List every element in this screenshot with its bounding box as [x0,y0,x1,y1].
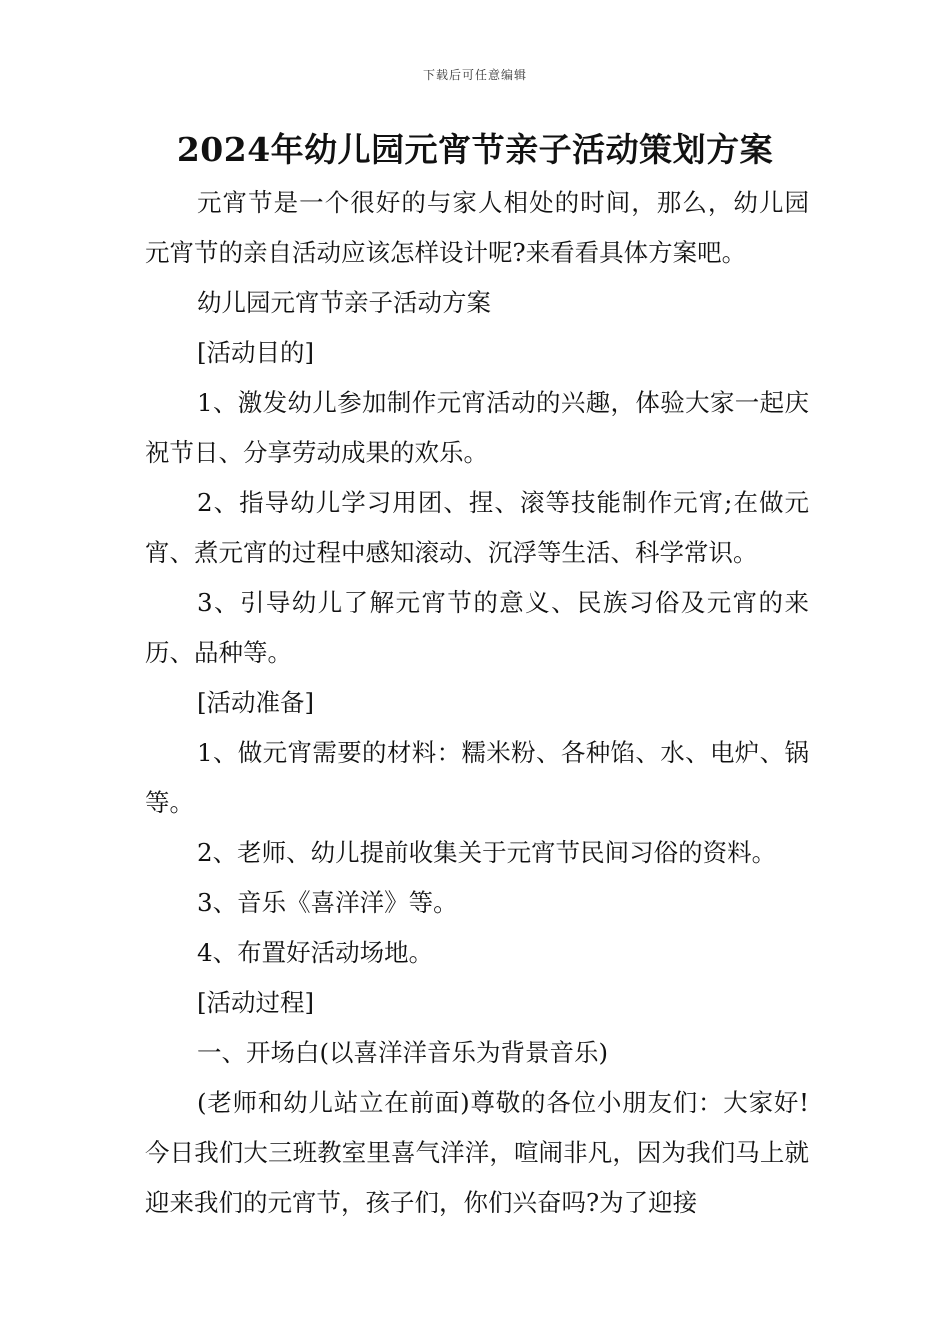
paragraph-process-2: (老师和幼儿站立在前面)尊敬的各位小朋友们：大家好!今日我们大三班教室里喜气洋洋，喧闹非凡，因为我们马上就迎来我们的元宵节，孩子们，你们兴奋吗?为了迎接 [145,1088,809,1217]
paragraph-prep-3: 3、音乐《喜洋洋》等。 [197,888,458,917]
paragraph-intro: 元宵节是一个很好的与家人相处的时间，那么，幼儿园元宵节的亲自活动应该怎样设计呢?来看看具体方案吧。 [145,188,809,267]
section-heading-preparation: [活动准备] [197,688,315,717]
section-heading-goals: [活动目的] [197,338,315,367]
paragraph-goal-1: 1、激发幼儿参加制作元宵活动的兴趣，体验大家一起庆祝节日、分享劳动成果的欢乐。 [145,388,809,467]
header-note: 下载后可任意编辑 [422,68,527,82]
paragraph-process-1: 一、开场白(以喜洋洋音乐为背景音乐) [197,1038,609,1067]
paragraph-prep-2: 2、老师、幼儿提前收集关于元宵节民间习俗的资料。 [197,838,777,867]
section-heading-process: [活动过程] [197,988,315,1017]
paragraph-plan-heading: 幼儿园元宵节亲子活动方案 [197,288,491,317]
paragraph-goal-2: 2、指导幼儿学习用团、捏、滚等技能制作元宵;在做元宵、煮元宵的过程中感知滚动、沉浮等生活、科学常识。 [145,488,809,567]
paragraph-prep-4: 4、布置好活动场地。 [197,938,434,967]
paragraph-prep-1: 1、做元宵需要的材料：糯米粉、各种馅、水、电炉、锅等。 [145,738,809,817]
paragraph-goal-3: 3、引导幼儿了解元宵节的意义、民族习俗及元宵的来历、品种等。 [145,588,809,667]
document-title: 2024年幼儿园元宵节亲子活动策划方案 [176,130,774,169]
document-body [145,178,809,1228]
